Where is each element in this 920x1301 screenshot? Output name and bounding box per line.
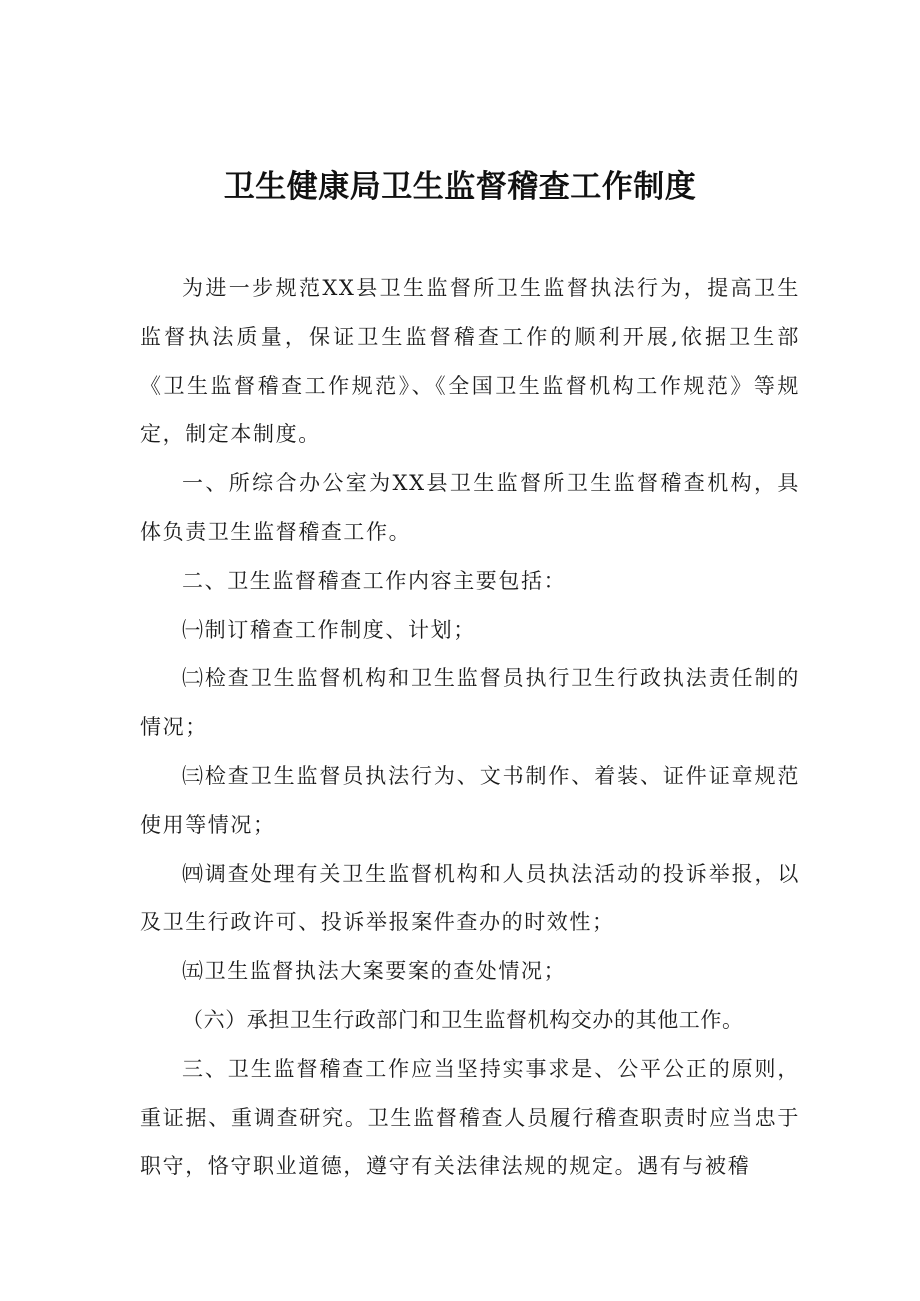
document-title: 卫生健康局卫生监督稽查工作制度 bbox=[223, 169, 697, 205]
paragraph-intro: 为进一步规范XX县卫生监督所卫生监督执法行为，提高卫生监督执法质量，保证卫生监督稽查工作的顺利开展,依据卫生部《卫生监督稽查工作规范》、《全国卫生监督机构工作规范》等规定，制定本制度。 bbox=[140, 276, 800, 447]
paragraph-item-5: ㈤卫生监督执法大案要案的查处情况； bbox=[182, 959, 567, 984]
paragraph-section-2: 二、卫生监督稽查工作内容主要包括： bbox=[182, 568, 567, 593]
paragraph-item-2: ㈡检查卫生监督机构和卫生监督员执行卫生行政执法责任制的情况； bbox=[140, 666, 800, 740]
paragraph-section-3: 三、卫生监督稽查工作应当坚持实事求是、公平公正的原则，重证据、重调查研究。卫生监督稽查人员履行稽查职责时应当忠于职守，恪守职业道德，遵守有关法律法规的规定。遇有与被稽 bbox=[140, 1056, 800, 1179]
document-body bbox=[140, 264, 800, 1191]
paragraph-item-6: （六）承担卫生行政部门和卫生监督机构交办的其他工作。 bbox=[182, 1007, 744, 1032]
paragraph-item-4: ㈣调查处理有关卫生监督机构和人员执法活动的投诉举报，以及卫生行政许可、投诉举报案件查办的时效性； bbox=[140, 861, 800, 935]
paragraph-item-3: ㈢检查卫生监督员执法行为、文书制作、着装、证件证章规范使用等情况； bbox=[140, 763, 800, 837]
paragraph-section-1: 一、所综合办公室为XX县卫生监督所卫生监督稽查机构，具体负责卫生监督稽查工作。 bbox=[140, 471, 800, 544]
paragraph-item-1: ㈠制订稽查工作制度、计划； bbox=[182, 617, 476, 642]
